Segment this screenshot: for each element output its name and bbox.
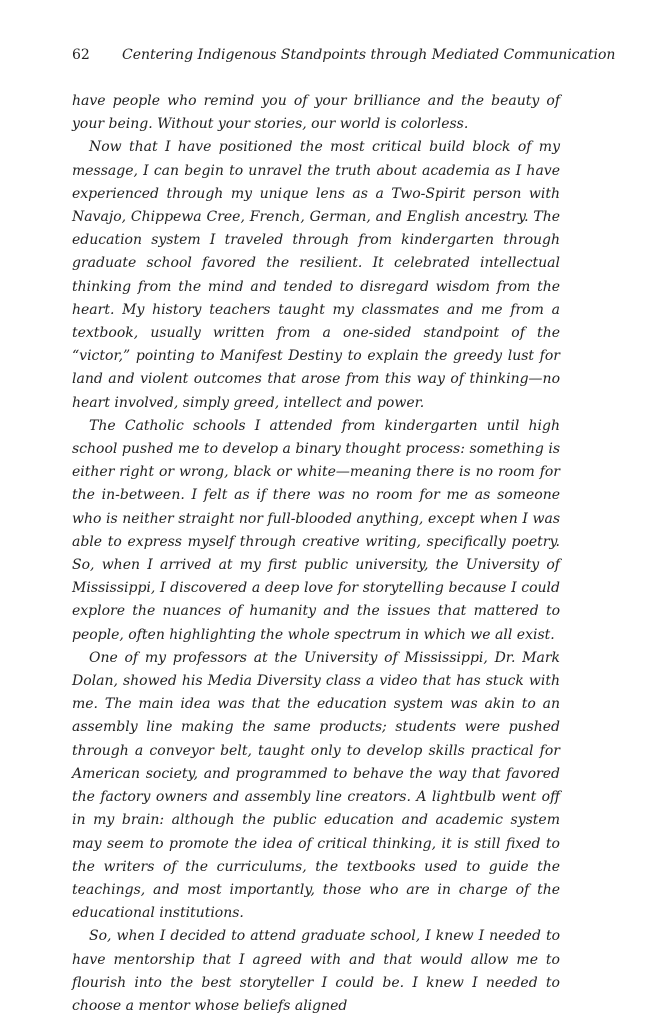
paragraph: One of my professors at the University of Mississippi, Dr. Mark Dolan, showed his Media Diversity class a video that has stuck with me. The main idea was that the education system was akin to an assembly line making the same products; students were pushed through a conveyor belt, taught only to develop skills practical for American society, and programmed to behave the way that favored the factory owners and assembly line creators. A lightbulb went off in my brain: although the public education and academic system may seem to promote the idea of critical thinking, it is still fixed to the writers of the curriculums, the textbooks used to guide the teachings, and most importantly, those who are in charge of the educational institutions. xyxy=(72,649,560,922)
paragraph: So, when I decided to attend graduate school, I knew I needed to have mentorship that I agreed with and that would allow me to flourish into the best storyteller I could be. I knew I needed to choose a mentor whose beliefs aligned xyxy=(72,928,560,1014)
running-header xyxy=(72,46,616,64)
body-text xyxy=(72,90,560,1018)
page-number: 62 xyxy=(72,47,90,63)
paragraph: Now that I have positioned the most critical build block of my message, I can begin to unravel the truth about academia as I have experienced through my unique lens as a Two-Spirit person with Navajo, Chippewa Cree, French, German, and English ancestry. The education system I traveled through from kindergarten through graduate school favored the resilient. It celebrated intellectual thinking from the mind and tended to disregard wisdom from the heart. My history teachers taught my classmates and me from a textbook, usually written from a one-sided standpoint of the “victor,” pointing to Manifest Destiny to explain the greedy lust for land and violent outcomes that arose from this way of thinking—no heart involved, simply greed, intellect and power. xyxy=(72,139,560,411)
paragraph-continued: have people who remind you of your brilliance and the beauty of your being. Without your stories, our world is colorless. xyxy=(72,93,560,133)
paragraph: The Catholic schools I attended from kindergarten until high school pushed me to develop a binary thought process: something is either right or wrong, black or white—meaning there is no room for the in-between. I felt as if there was no room for me as someone who is neither straight nor full-blooded anything, except when I was able to express myself through creative writing, specifically poetry. So, when I arrived at my first public university, the University of Mississippi, I discovered a deep love for storytelling because I could explore the nuances of humanity and the issues that mattered to people, often highlighting the whole spectrum in which we all exist. xyxy=(72,417,560,643)
running-title: Centering Indigenous Standpoints through Mediated Communication xyxy=(122,47,616,63)
